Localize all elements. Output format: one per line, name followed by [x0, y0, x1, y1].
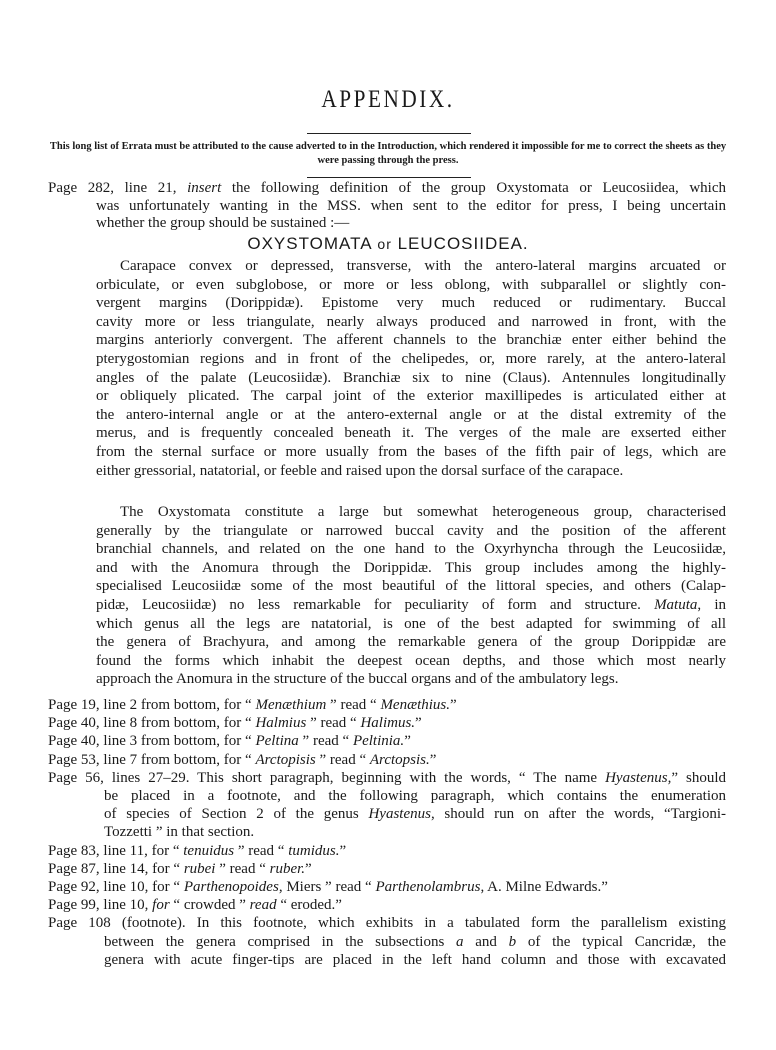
italic-text: b — [508, 933, 517, 950]
text-segment: vergent margins (Dorippidæ). Epistome very much reduced or rudimentary. Buccal — [96, 295, 726, 312]
text-segment: ” read “ — [215, 860, 270, 877]
text-segment: Page 282, line 21, — [48, 180, 188, 196]
text-segment: pterygostomian regions and in front of the chelipedes, or, more rarely, at the antero-lateral — [96, 350, 726, 367]
text-segment: genera with acute finger-tips are placed in the left hand column and those with excavated — [104, 951, 726, 968]
text-line — [48, 951, 726, 969]
heading-right: LEUCOSIIDEA. — [397, 234, 529, 253]
text-segment: of species of Section 2 of the genus — [104, 806, 369, 823]
text-line — [96, 540, 726, 559]
text-segment: margins anteriorly convergent. The afferent channels to the branchiæ enter either behind the — [96, 332, 726, 349]
italic-text: Arctopsis. — [369, 751, 430, 768]
text-line — [96, 257, 726, 276]
text-line — [96, 350, 726, 369]
text-line — [96, 596, 726, 615]
text-line — [96, 276, 726, 295]
text-segment: Page 53, line 7 from bottom, for “ — [48, 751, 256, 768]
text-segment: ” read “ — [298, 733, 353, 750]
italic-text: Peltina — [255, 733, 299, 750]
text-line — [48, 860, 726, 878]
text-line — [96, 443, 726, 462]
text-segment: be placed in a footnote, and the following paragraph, which contains the enumeration — [104, 788, 726, 805]
text-line — [48, 787, 726, 805]
text-segment: Page 83, line 11, for “ — [48, 842, 184, 859]
text-segment: ” should — [671, 769, 726, 786]
page-title: APPENDIX. — [321, 86, 455, 113]
discussion-paragraph — [96, 503, 726, 689]
text-line — [48, 198, 726, 216]
errata-item — [48, 751, 726, 769]
text-segment: specialised Leucosiidæ some of the most beautiful of the littoral species, and others (Calap- — [96, 578, 726, 595]
text-line — [96, 406, 726, 425]
heading-mid: or — [377, 236, 392, 252]
text-segment: ” read “ — [315, 751, 370, 768]
text-segment: either gressorial, natatorial, or feeble and raised upon the dorsal surface of the carapace. — [96, 462, 624, 479]
errata-item — [48, 878, 726, 896]
errata-item — [48, 842, 726, 860]
text-segment: angles of the palate (Leucosiidæ). Branchiæ six to nine (Claus). Antennules longitudinally — [96, 369, 726, 386]
italic-text: rubei — [183, 860, 216, 877]
italic-text: Hyastenus, — [605, 769, 672, 786]
text-segment: the genera of Brachyura, and among the remarkable genera of the group Dorippidæ are — [96, 634, 726, 651]
text-segment: Page 19, line 2 from bottom, for “ — [48, 697, 256, 713]
italic-text: a — [456, 933, 464, 950]
text-line — [48, 696, 726, 714]
text-line — [48, 878, 726, 896]
text-line — [48, 732, 726, 750]
errata-list — [48, 696, 726, 969]
text-segment: merus, and is frequently concealed beneath it. The verges of the male are exserted either — [96, 425, 726, 442]
errata-item — [48, 860, 726, 878]
text-segment: ” read “ — [234, 842, 289, 859]
text-segment: cavity more or less triangulate, nearly always produced and narrowed in front, with the — [96, 313, 726, 330]
text-segment: and — [463, 933, 509, 950]
text-segment: branchial channels, and related on the one hand to the Oxyrhyncha through the Leucosiidæ, — [96, 541, 726, 558]
text-line — [96, 369, 726, 388]
text-segment: ” — [450, 697, 457, 713]
insert-entry — [48, 180, 726, 233]
text-line — [48, 751, 726, 769]
text-line — [96, 633, 726, 652]
text-line — [96, 331, 726, 350]
italic-text: insert — [187, 180, 222, 196]
text-segment: Page 92, line 10, for “ — [48, 879, 184, 896]
italic-text: Parthenolambrus — [375, 879, 481, 896]
divider-bottom — [307, 177, 471, 178]
divider-top — [307, 133, 471, 134]
text-line — [96, 462, 726, 481]
definition-paragraph — [96, 257, 726, 480]
text-line — [48, 180, 726, 198]
errata-item — [48, 896, 726, 914]
italic-text: Halimus. — [360, 715, 416, 732]
text-segment: ” — [404, 733, 411, 750]
italic-text: Menæthium — [255, 697, 327, 713]
text-line — [48, 823, 726, 841]
text-line — [48, 896, 726, 914]
italic-text: tumidus. — [288, 842, 340, 859]
text-segment: , A. Milne Edwards.” — [480, 879, 608, 896]
text-line — [48, 914, 726, 932]
text-segment: the following definition of the group Oxystomata or Leucosiidea, which — [221, 180, 726, 196]
text-segment: Page 56, lines 27–29. This short paragraph, beginning with the words, “ The name — [48, 769, 606, 786]
text-segment: Page 108 (footnote). In this footnote, which exhibits in a tabulated form the parallelism existing — [48, 915, 726, 932]
text-segment: Page 40, line 8 from bottom, for “ — [48, 715, 256, 732]
text-segment: which genus all the legs are natatorial, is one of the best adapted for swimming of all — [96, 615, 726, 632]
text-line — [96, 503, 726, 522]
text-segment: pidæ, Leucosiidæ) no less remarkable for peculiarity of form and structure. — [96, 596, 655, 613]
text-segment: between the genera comprised in the subsections — [104, 933, 457, 950]
text-segment: “ crowded ” — [169, 897, 250, 914]
text-line — [48, 933, 726, 951]
text-segment: and with the Anomura through the Dorippidæ. This group includes among the highly- — [96, 559, 726, 576]
text-segment: “ eroded.” — [276, 897, 342, 914]
text-segment: , Miers ” read “ — [278, 879, 376, 896]
italic-text: Peltinia. — [352, 733, 405, 750]
italic-text: tenuidus — [183, 842, 235, 859]
text-segment: ” — [339, 842, 347, 859]
text-line — [96, 670, 726, 689]
text-segment: The Oxystomata constitute a large but somewhat heterogeneous group, characterised — [120, 504, 726, 520]
text-line — [96, 313, 726, 332]
text-segment: from the sternal surface or more usually from the bases of the fifth pair of legs, which are — [96, 443, 726, 460]
italic-text: Arctopisis — [255, 751, 316, 768]
text-segment: , in — [697, 596, 726, 613]
italic-text: for — [152, 897, 170, 914]
text-segment: approach the Anomura in the structure of the buccal organs and of the ambulatory legs. — [96, 671, 619, 688]
heading-left: OXYSTOMATA — [247, 234, 372, 253]
text-segment: ” read “ — [326, 697, 381, 713]
italic-text: Parthenopoides — [183, 879, 279, 896]
section-heading — [0, 234, 776, 254]
text-line — [96, 294, 726, 313]
text-segment: orbiculate, or even subglobose, or more or less oblong, with subparallel or slightly con- — [96, 276, 726, 293]
text-line — [48, 769, 726, 787]
text-segment: ” — [305, 860, 312, 877]
errata-note: This long list of Errata must be attributed to the cause adverted to in the Introduction, which rendered it impossible for me to correct the sheets as they were passing through the press. — [49, 141, 727, 166]
text-line — [48, 215, 726, 233]
italic-text: Menæthius. — [380, 697, 451, 713]
text-segment: Page 40, line 3 from bottom, for “ — [48, 733, 256, 750]
text-segment: ” — [415, 715, 422, 732]
text-segment: whether the group should be sustained :— — [96, 215, 350, 231]
text-line — [96, 652, 726, 671]
text-segment: found the forms which inhabit the deepest ocean depths, and those which most nearly — [96, 652, 726, 669]
italic-text: Halmius — [255, 715, 307, 732]
text-line — [48, 842, 726, 860]
text-segment: ” read “ — [306, 715, 361, 732]
italic-text: Matuta — [654, 596, 698, 613]
italic-text: read — [249, 897, 277, 914]
text-segment: Carapace convex or depressed, transverse, with the antero-lateral margins arcuated or — [120, 258, 726, 274]
text-line — [96, 387, 726, 406]
italic-text: ruber. — [269, 860, 306, 877]
text-line — [96, 577, 726, 596]
text-segment: ” — [429, 751, 437, 768]
text-segment: the antero-internal angle or at the antero-external angle or at the distal extremity of the — [96, 406, 726, 423]
text-segment: or obliquely plicated. The carpal joint of the exterior maxillipedes is articulated either at — [96, 388, 726, 405]
text-line — [48, 805, 726, 823]
text-line — [48, 714, 726, 732]
errata-item — [48, 732, 726, 750]
italic-text: Hyastenus — [368, 806, 431, 823]
text-segment: generally by the triangulate or narrowed buccal cavity and the position of the afferent — [96, 522, 726, 539]
errata-item — [48, 696, 726, 714]
errata-item — [48, 914, 726, 969]
text-line — [96, 522, 726, 541]
text-segment: Tozzetti ” in that section. — [104, 824, 255, 841]
text-line — [96, 615, 726, 634]
text-line — [96, 559, 726, 578]
errata-item — [48, 769, 726, 842]
text-segment: was unfortunately wanting in the MSS. when sent to the editor for press, I being uncertain — [96, 197, 726, 214]
text-segment: , should run on after the words, “Targioni- — [430, 806, 726, 823]
text-line — [96, 424, 726, 443]
text-segment: of the typical Cancridæ, the — [516, 933, 726, 950]
errata-item — [48, 714, 726, 732]
text-segment: Page 87, line 14, for “ — [48, 860, 184, 877]
text-segment: Page 99, line 10, — [48, 897, 153, 914]
